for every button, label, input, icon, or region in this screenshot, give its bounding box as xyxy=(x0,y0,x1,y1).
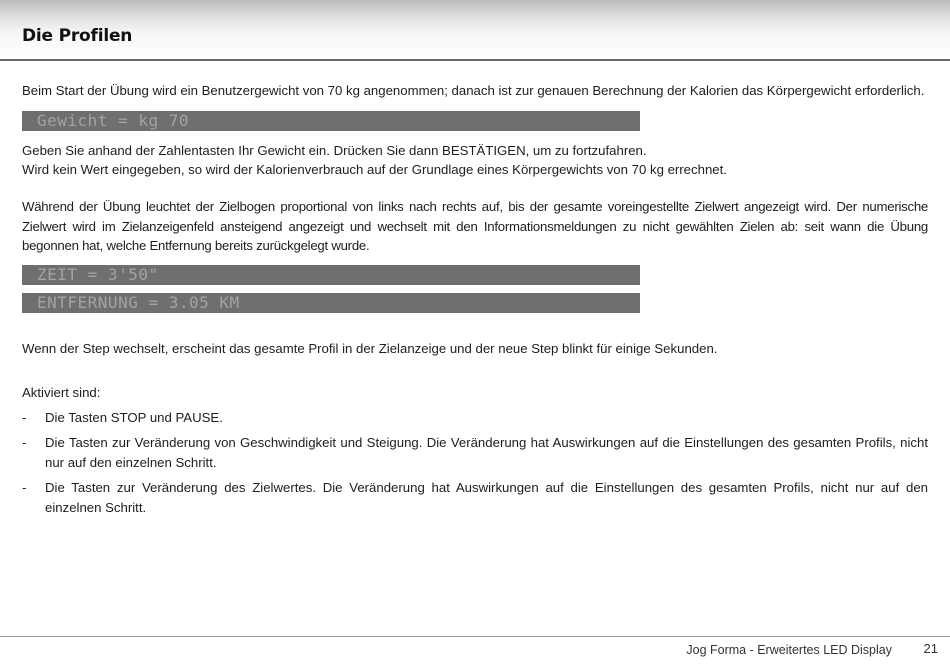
list-item-text: Die Tasten zur Veränderung des Zielwertes. Die Veränderung hat Auswirkungen auf die Einstellungen des gesamten Profils, nicht nur auf den einzelnen Schritt. xyxy=(45,480,928,515)
paragraph-weight-input-line1: Geben Sie anhand der Zahlentasten Ihr Gewicht ein. Drücken Sie dann BESTÄTIGEN, um zu fortzufahren. xyxy=(22,143,647,158)
paragraph-activated: Aktiviert sind: xyxy=(22,385,101,400)
list-item xyxy=(22,408,928,428)
header-divider xyxy=(0,59,950,61)
list-item xyxy=(22,478,928,517)
list-item-text: Die Tasten STOP und PAUSE. xyxy=(45,410,223,425)
list-item xyxy=(22,433,928,472)
paragraph-weight-input-line2: Wird kein Wert eingegeben, so wird der Kalorienverbrauch auf der Grundlage eines Körpergewichts von 70 kg errechnet. xyxy=(22,162,727,177)
list-dash: - xyxy=(22,435,27,450)
paragraph-step-change: Wenn der Step wechselt, erscheint das gesamte Profil in der Zielanzeige und der neue Step blinkt für einige Sekunden. xyxy=(22,341,718,356)
lcd-distance-display: ENTFERNUNG = 3.05 KM xyxy=(22,293,640,313)
list-dash: - xyxy=(22,480,27,495)
page-header xyxy=(0,0,950,60)
list-dash: - xyxy=(22,410,27,425)
lcd-time-display: ZEIT = 3'50" xyxy=(22,265,640,285)
footer-divider xyxy=(0,636,950,637)
page-number: 21 xyxy=(923,641,938,656)
lcd-weight-display: Gewicht = kg 70 xyxy=(22,111,640,131)
page-title: Die Profilen xyxy=(22,26,133,46)
paragraph-target-arc: Während der Übung leuchtet der Zielbogen proportional von links nach rechts auf, bis der gesamte voreingestellte Zielwert angezeigt wird. Der numerische Zielwert wird im Zielanzeigenfeld ansteigend angezeigt und wechselt mit den Informationsmeldungen zu nicht gewählten Zielen ab: seit wann die Übung begonnen hat, welche Entfernung bereits zurückgelegt wurde. xyxy=(22,199,928,253)
footer-document-title: Jog Forma - Erweitertes LED Display xyxy=(686,643,892,657)
paragraph-intro: Beim Start der Übung wird ein Benutzergewicht von 70 kg angenommen; danach ist zur genauen Berechnung der Kalorien das Körpergewicht erforderlich. xyxy=(22,83,925,98)
list-item-text: Die Tasten zur Veränderung von Geschwindigkeit und Steigung. Die Veränderung hat Auswirkungen auf die Einstellungen des gesamten Profils, nicht nur auf den einzelnen Schritt. xyxy=(45,435,928,470)
